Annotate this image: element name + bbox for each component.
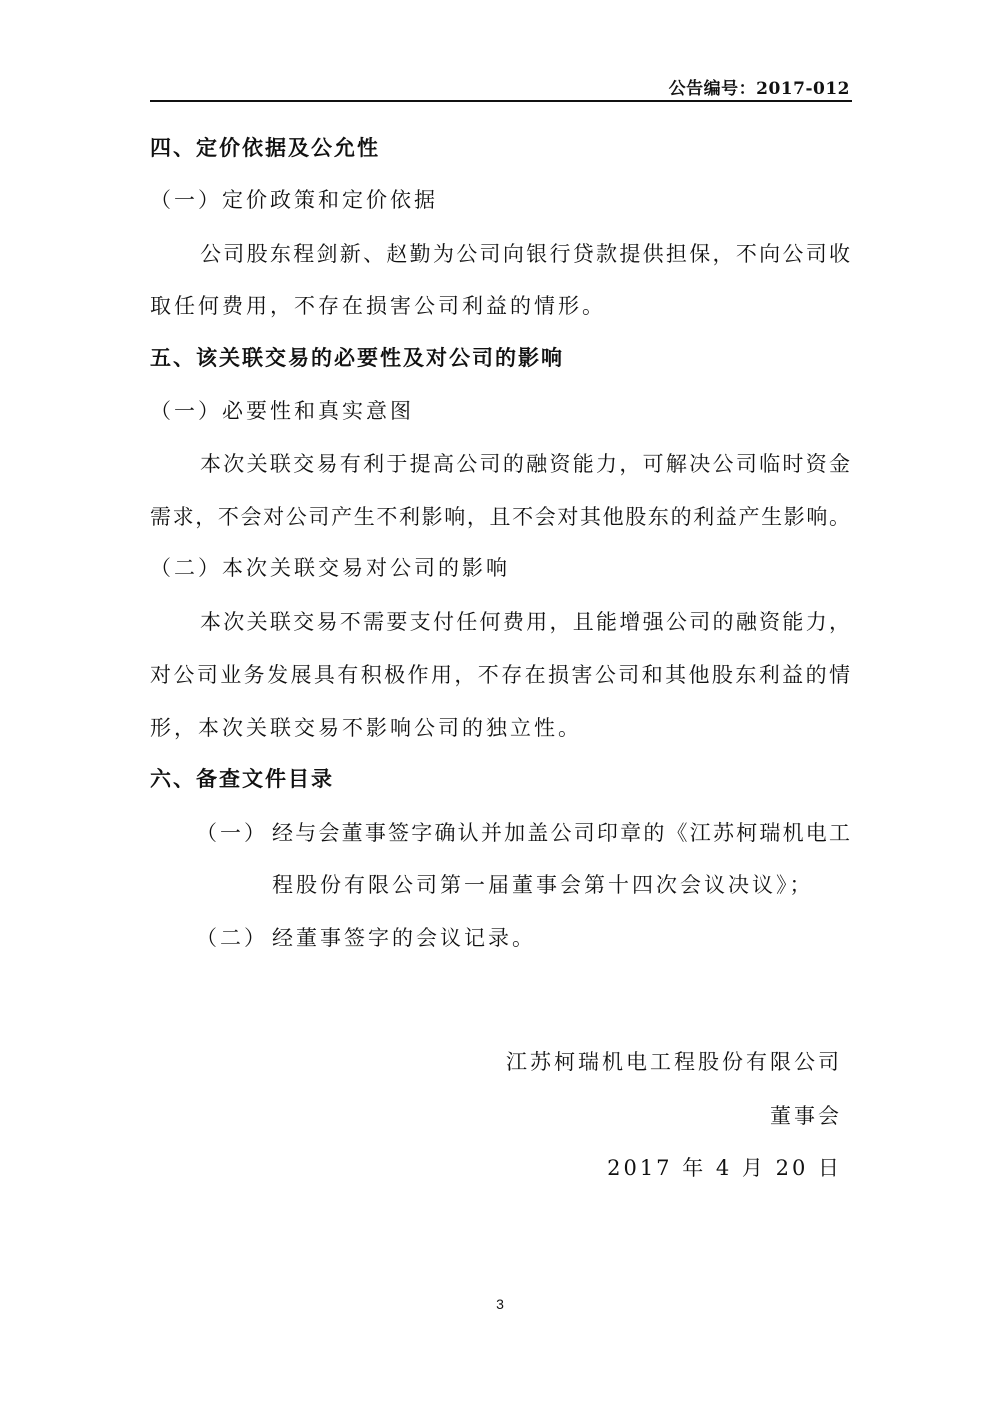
section-5-sub2-paragraph-line-3: 形，本次关联交易不影响公司的独立性。 [150, 716, 582, 740]
section-6-heading: 六、备查文件目录 [150, 766, 334, 791]
section-5-subtitle-2: （二）本次关联交易对公司的影响 [150, 556, 510, 580]
page-number: 3 [496, 1296, 504, 1312]
reference-item-2-line-1: 经董事签字的会议记录。 [272, 926, 536, 950]
reference-item-1-line-2: 程股份有限公司第一届董事会第十四次会议决议》； [272, 873, 814, 897]
section-5-sub2-paragraph-line-2: 对公司业务发展具有积极作用，不存在损害公司和其他股东利益的情 [150, 663, 850, 687]
reference-item-1-marker: （一） [196, 821, 268, 845]
reference-item-2-marker: （二） [196, 926, 268, 950]
signature-company: 江苏柯瑞机电工程股份有限公司 [506, 1050, 842, 1074]
section-4-heading: 四、定价依据及公允性 [150, 135, 380, 160]
section-5-subtitle-1: （一）必要性和真实意图 [150, 399, 414, 423]
signature-board: 董事会 [770, 1104, 842, 1128]
section-4-subtitle-1: （一）定价政策和定价依据 [150, 188, 438, 212]
section-4-paragraph-line-1: 公司股东程剑新、赵勤为公司向银行贷款提供担保，不向公司收 [200, 242, 850, 266]
section-5-sub1-paragraph-line-2: 需求，不会对公司产生不利影响，且不会对其他股东的利益产生影响。 [150, 505, 850, 529]
signature-date: 2017 年 4 月 20 日 [607, 1156, 842, 1180]
section-4-paragraph-line-2: 取任何费用，不存在损害公司利益的情形。 [150, 294, 606, 318]
header-divider [150, 100, 852, 102]
section-5-heading: 五、该关联交易的必要性及对公司的影响 [150, 345, 564, 370]
announcement-number: 公告编号：2017-012 [668, 79, 850, 99]
section-5-sub1-paragraph-line-1: 本次关联交易有利于提高公司的融资能力，可解决公司临时资金 [200, 452, 850, 476]
section-5-sub2-paragraph-line-1: 本次关联交易不需要支付任何费用，且能增强公司的融资能力， [200, 610, 850, 634]
reference-item-1-line-1: 经与会董事签字确认并加盖公司印章的《江苏柯瑞机电工 [272, 821, 850, 845]
